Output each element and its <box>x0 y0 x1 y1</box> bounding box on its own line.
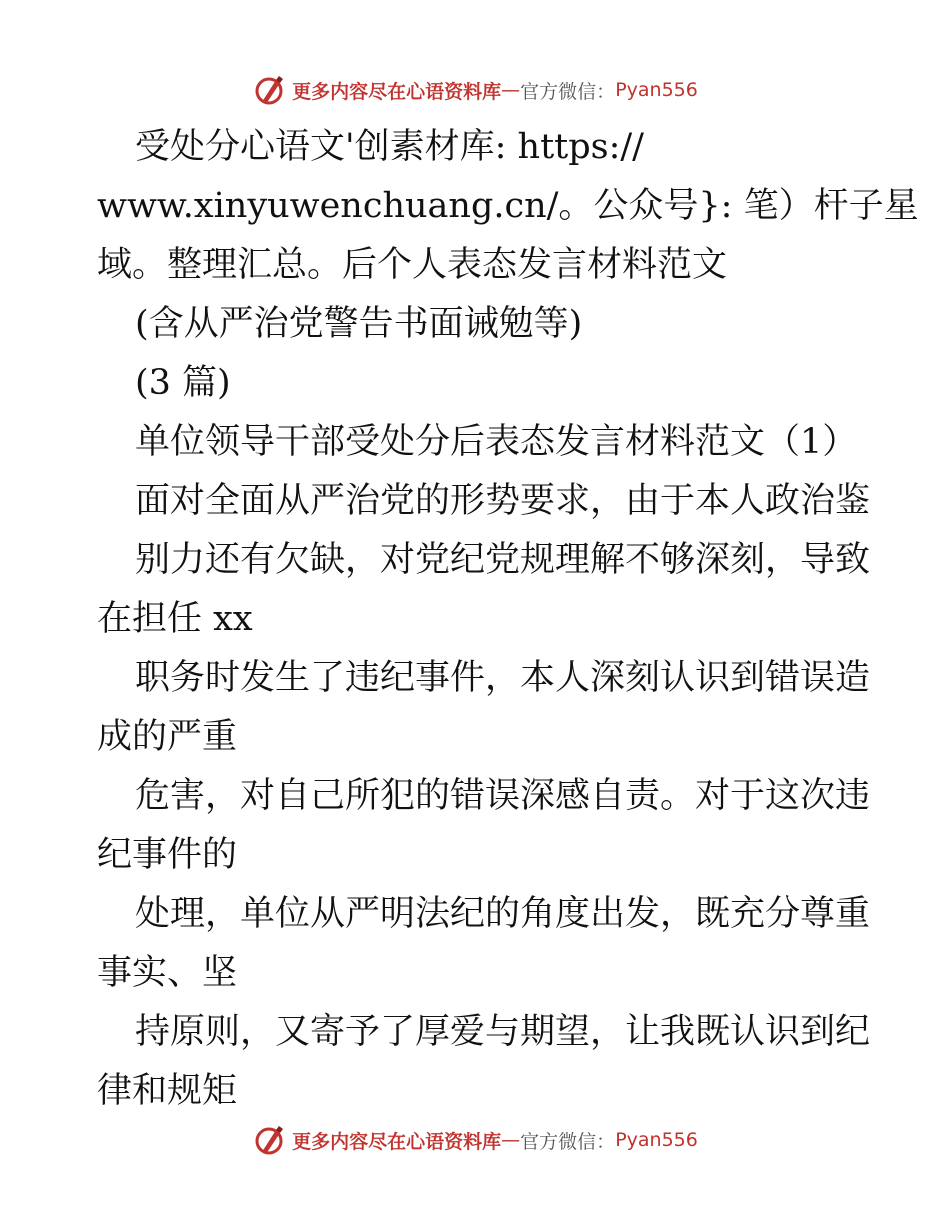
text-line: 事实、坚 <box>97 953 238 993</box>
banner-official-label: 官方微信 <box>520 80 597 103</box>
header-banner <box>0 70 950 110</box>
banner-official-label: 官方微信 <box>520 1130 597 1153</box>
section-title: 单位领导干部受处分后表态发言材料范文（1） <box>135 422 858 462</box>
text-line: 在担任 xx <box>97 599 253 639</box>
text-line: (含从严治党警告书面诫勉等) <box>135 304 583 344</box>
banner-colon: ： <box>596 80 616 103</box>
document-body <box>97 118 919 1121</box>
text-line: 律和规矩 <box>97 1071 238 1111</box>
banner-separator: — <box>501 79 521 101</box>
text-line: 别力还有欠缺，对党纪党规理解不够深刻，导致 <box>135 540 871 580</box>
text-line: 受处分心语文'创素材库: https:// <box>135 127 644 167</box>
text-line: 危害，对自己所犯的错误深感自责。对于这次违 <box>135 776 871 816</box>
banner-brand: 更多内容尽在心语资料库 <box>292 1130 502 1153</box>
banner-separator: — <box>501 1129 521 1151</box>
banner-wechat-id: Pyan556 <box>615 79 698 101</box>
banner-brand: 更多内容尽在心语资料库 <box>292 80 502 103</box>
text-line: 域。整理汇总。后个人表态发言材料范文 <box>97 245 728 285</box>
footer-banner <box>0 1120 950 1160</box>
text-line: 职务时发生了违纪事件，本人深刻认识到错误造 <box>135 658 871 698</box>
text-line: 面对全面从严治党的形势要求，由于本人政治鉴 <box>135 481 871 521</box>
banner-wechat-id: Pyan556 <box>615 1129 698 1151</box>
banner-colon: ： <box>596 1130 616 1153</box>
text-line: 处理，单位从严明法纪的角度出发，既充分尊重 <box>135 894 871 934</box>
pen-circle-logo-icon <box>252 1122 288 1158</box>
text-line: 成的严重 <box>97 717 238 757</box>
text-line: 纪事件的 <box>97 835 238 875</box>
text-line: www.xinyuwenchuang.cn/。公众号}: 笔）杆子星 <box>97 186 919 226</box>
pen-circle-logo-icon <box>252 72 288 108</box>
text-line: (3 篇) <box>135 363 231 403</box>
text-line: 持原则，又寄予了厚爱与期望，让我既认识到纪 <box>135 1012 871 1052</box>
